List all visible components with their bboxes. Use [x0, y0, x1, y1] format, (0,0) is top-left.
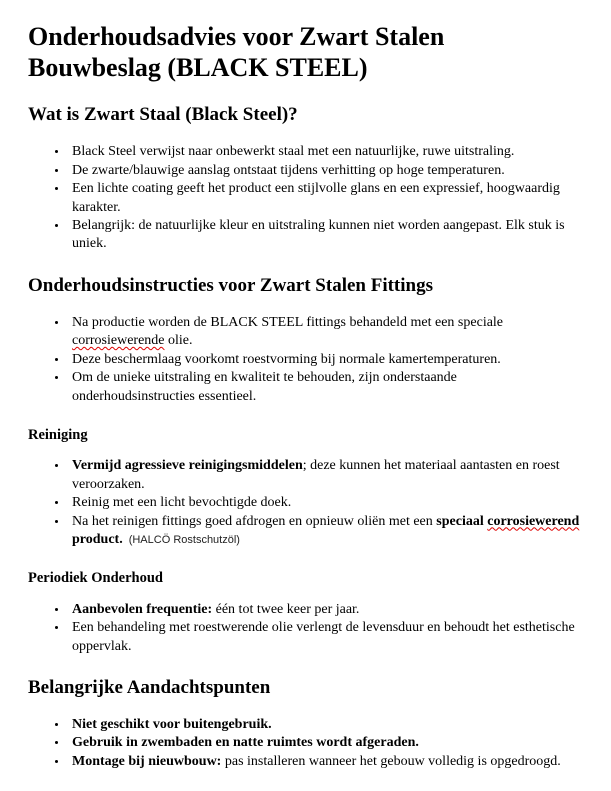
text-segment: één tot twee keer per jaar.	[212, 601, 360, 617]
list-item: • Gebruik in zwembaden en natte ruimtes wordt afgeraden.	[68, 734, 583, 752]
bullet-list-reiniging	[28, 457, 583, 549]
bold-text-segment: Aanbevolen frequentie:	[72, 601, 213, 617]
text-segment: ; deze kunnen het materiaal aantasten en roest veroorzaken.	[72, 458, 560, 492]
bold-text-segment: speciaal	[436, 513, 488, 529]
list-item: • Black Steel verwijst naar onbewerkt staal met een natuurlijke, ruwe uitstraling.	[68, 143, 583, 161]
list-item: • Belangrijk: de natuurlijke kleur en uitstraling kunnen niet worden aangepast. Elk stuk is uniek.	[68, 217, 583, 254]
bold-text-segment: product.	[72, 532, 123, 547]
list-item: • Om de unieke uitstraling en kwaliteit te behouden, zijn onderstaande onderhoudsinstructies essentieel.	[68, 369, 583, 406]
text-segment: Na productie worden de BLACK STEEL fittings behandeld met een speciale	[72, 314, 504, 330]
bullet-list-onderhoudsinstructies	[28, 314, 583, 406]
subsection-heading-periodiek-onderhoud: Periodiek Onderhoud	[28, 570, 163, 587]
product-note: (HALCÖ Rostschutzöl)	[128, 534, 240, 546]
list-item: • Niet geschikt voor buitengebruik.	[68, 716, 583, 734]
subsection-heading-reiniging: Reiniging	[28, 427, 88, 443]
list-item	[68, 753, 583, 771]
section-heading-wat-is-zwart-staal: Wat is Zwart Staal (Black Steel)?	[28, 104, 298, 126]
text-segment: Na het reinigen fittings goed afdrogen en opnieuw oliën met een	[72, 513, 437, 529]
list-item: • Reinig met een licht bevochtigde doek.	[68, 494, 583, 512]
list-item: • Een lichte coating geeft het product een stijlvolle glans en een expressief, hoogwaardig karakter.	[68, 180, 583, 217]
misspelled-word: corrosiewerend	[487, 513, 580, 529]
section-heading-onderhoudsinstructies: Onderhoudsinstructies voor Zwart Stalen Fittings	[28, 274, 434, 296]
text-segment: pas installeren wanneer het gebouw volledig is opgedroogd.	[221, 753, 561, 769]
list-item	[68, 314, 583, 351]
bullet-list-zwart-staal	[28, 143, 583, 254]
bold-text-segment: Montage bij nieuwbouw:	[72, 753, 222, 769]
bold-text-segment: Vermijd agressieve reinigingsmiddelen	[72, 458, 303, 474]
list-item	[68, 513, 583, 550]
list-item	[68, 457, 583, 494]
bullet-list-periodiek-onderhoud	[28, 601, 583, 656]
section-heading-belangrijke-aandachtspunten: Belangrijke Aandachtspunten	[28, 677, 271, 698]
bullet-list-aandachtspunten	[28, 716, 583, 771]
list-item: • De zwarte/blauwige aanslag ontstaat tijdens verhitting op hoge temperaturen.	[68, 162, 583, 180]
document-title: Onderhoudsadvies voor Zwart Stalen Bouwbeslag (BLACK STEEL)	[28, 22, 445, 82]
text-segment: olie.	[164, 333, 193, 349]
list-item	[68, 601, 583, 619]
list-item: • Een behandeling met roestwerende olie verlengt de levensduur en behoudt het esthetische oppervlak.	[68, 619, 583, 656]
misspelled-word: corrosiewerende	[72, 333, 165, 349]
list-item: • Deze beschermlaag voorkomt roestvorming bij normale kamertemperaturen.	[68, 351, 583, 369]
